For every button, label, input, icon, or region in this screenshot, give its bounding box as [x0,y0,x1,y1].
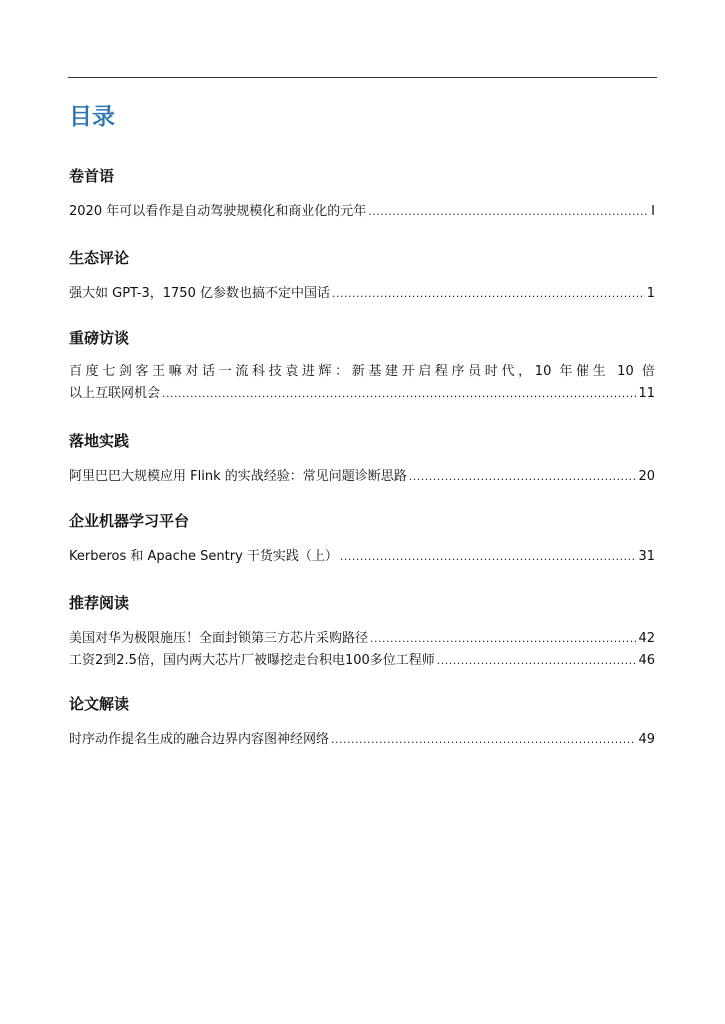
toc-section [69,511,655,568]
toc-section [69,248,655,305]
section-heading: 企业机器学习平台 [69,512,190,530]
dot-leader [437,650,637,672]
entry-page-number: 1 [646,286,655,301]
entry-page-number: 49 [638,732,655,747]
dot-leader [162,383,636,405]
entry-page-number: 11 [638,386,655,401]
entry-title-line1: 百度七剑客王嘛对话一流科技袁进辉：新基建开启程序员时代，10 年催生 10 倍 [69,364,655,379]
toc-entry[interactable] [69,546,655,568]
toc-entry[interactable] [69,466,655,488]
toc-section [69,593,655,672]
toc-title: 目录 [69,104,115,130]
toc-section [69,431,655,488]
toc-entry[interactable] [69,729,655,751]
section-heading: 论文解读 [69,695,130,713]
entry-title: 时序动作提名生成的融合边界内容图神经网络 [69,732,330,747]
entry-page-number: I [651,204,655,219]
entry-page-number: 46 [638,653,655,668]
entry-page-number: 31 [638,549,655,564]
entry-title: 强大如 GPT-3，1750 亿参数也搞不定中国话 [69,286,330,301]
entry-title: 工资2到2.5倍，国内两大芯片厂被曝挖走台积电100多位工程师 [69,653,435,668]
entry-title: 2020 年可以看作是自动驾驶规模化和商业化的元年 [69,204,367,219]
toc-section [69,166,655,223]
entry-title: 美国对华为极限施压！全面封锁第三方芯片采购路径 [69,631,369,646]
section-heading: 推荐阅读 [69,594,130,612]
toc-entry[interactable] [69,628,655,650]
dot-leader [370,628,636,650]
section-heading: 落地实践 [69,432,130,450]
dot-leader [340,546,637,568]
dot-leader [332,283,645,305]
section-heading: 卷首语 [69,167,115,185]
entry-title-line2-row [69,383,655,405]
entry-title: 阿里巴巴大规模应用 Flink 的实战经验：常见问题诊断思路 [69,469,407,484]
entry-title-line2: 以上互联网机会 [69,386,161,401]
dot-leader [409,466,637,488]
entry-title: Kerberos 和 Apache Sentry 干货实践（上） [69,549,338,564]
entry-page-number: 20 [638,469,655,484]
toc-section [69,694,655,751]
header-rule [68,77,657,78]
toc-entry[interactable] [69,361,655,405]
section-heading: 生态评论 [69,249,130,267]
toc-entry[interactable] [69,201,655,223]
toc-section [69,328,655,405]
section-heading: 重磅访谈 [69,329,130,347]
dot-leader [368,201,649,223]
dot-leader [331,729,636,751]
toc-entry[interactable] [69,283,655,305]
entry-page-number: 42 [638,631,655,646]
toc-entry[interactable] [69,650,655,672]
